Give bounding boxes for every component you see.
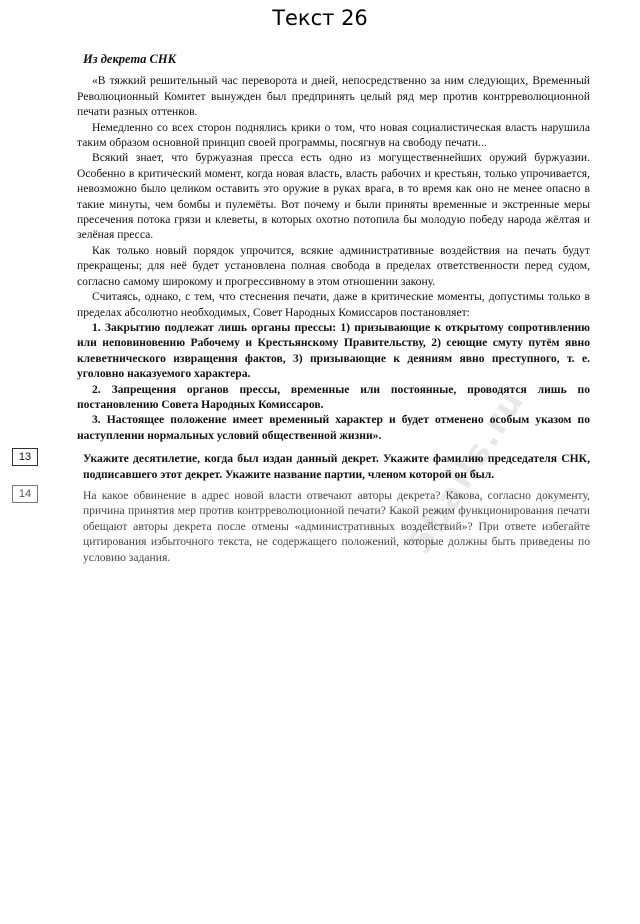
task-text: На какое обвинение в адрес новой власти отвечают авторы декрета? Какова, согласно документу, причина принятия мер против контрреволюционной печати? Какой режим функционирования печати обещают авторы декрета после отмены «административных воздействий»? При ответе избегайте цитирования избыточного текста, не содержащего положений, которые должны быть приведены по условию задания.	[83, 488, 590, 564]
document-subtitle: Из декрета СНК	[83, 52, 177, 66]
task-number-box: 13	[12, 448, 38, 466]
page-title: Текст 26	[272, 6, 368, 30]
task-number-box: 14	[12, 485, 38, 503]
paragraph: Всякий знает, что буржуазная пресса есть одно из могущественнейших оружий буржуазии. Особенно в критический момент, когда новая власть, власть рабочих и крестьян, только упрочивается, невозможно было целиком оставить это оружие в руках врага, в то время как оно не менее опасно в такие минуты, чем бомбы и пулемёты. Вот почему и были приняты временные и экстренные меры пресечения потока грязи и клеветы, в которых охотно потопила бы молодую победу народа жёлтая и зелёная пресса.	[77, 151, 590, 242]
task-item	[18, 451, 590, 482]
paragraph: Как только новый порядок упрочится, всякие административные воздействия на печать будут прекращены; для неё будет установлена полная свобода в пределах ответственности перед судом, согласно самому широкому и прогрессивному в этом отношении закону.	[77, 243, 590, 288]
paragraph: Немедленно со всех сторон поднялись крики о том, что новая социалистическая власть нарушила таким образом основной принцип своей программы, посягнув на свободу печати...	[77, 120, 590, 150]
decree-clause: 2. Запрещения органов прессы, временные или постоянные, проводятся лишь по постановлению Совета Народных Комиссаров.	[77, 382, 590, 411]
decree-clause: 1. Закрытию подлежат лишь органы прессы: 1) призывающие к открытому сопротивлению или неповиновению Рабочему и Крестьянскому Правительству, 2) сеющие смуту путём явно клеветнического извращения фактов, 3) призывающие к деяниям явно преступного, т. е. уголовно наказуемого характера.	[77, 320, 590, 381]
task-text: Укажите десятилетие, когда был издан данный декрет. Укажите фамилию председателя СНК, подписавшего этот декрет. Укажите название партии, членом которой он был.	[83, 452, 590, 481]
document-body	[18, 52, 590, 565]
paragraph: Считаясь, однако, с тем, что стеснения печати, даже в критические моменты, допустимы только в пределах абсолютно необходимых, Совет Народных Комиссаров постановляет:	[77, 290, 590, 319]
task-item	[18, 487, 590, 565]
decree-clause: 3. Настоящее положение имеет временный характер и будет отменено особым указом по наступлении нормальных условий общественной жизни».	[77, 413, 590, 442]
watermark: 5balls.ru	[400, 381, 533, 562]
task-list	[18, 451, 590, 565]
paragraph: «В тяжкий решительный час переворота и дней, непосредственно за ним следующих, Временный Революционный Комитет вынужден был предпринять целый ряд мер против контрреволюционной печати разных оттенков.	[77, 74, 590, 119]
